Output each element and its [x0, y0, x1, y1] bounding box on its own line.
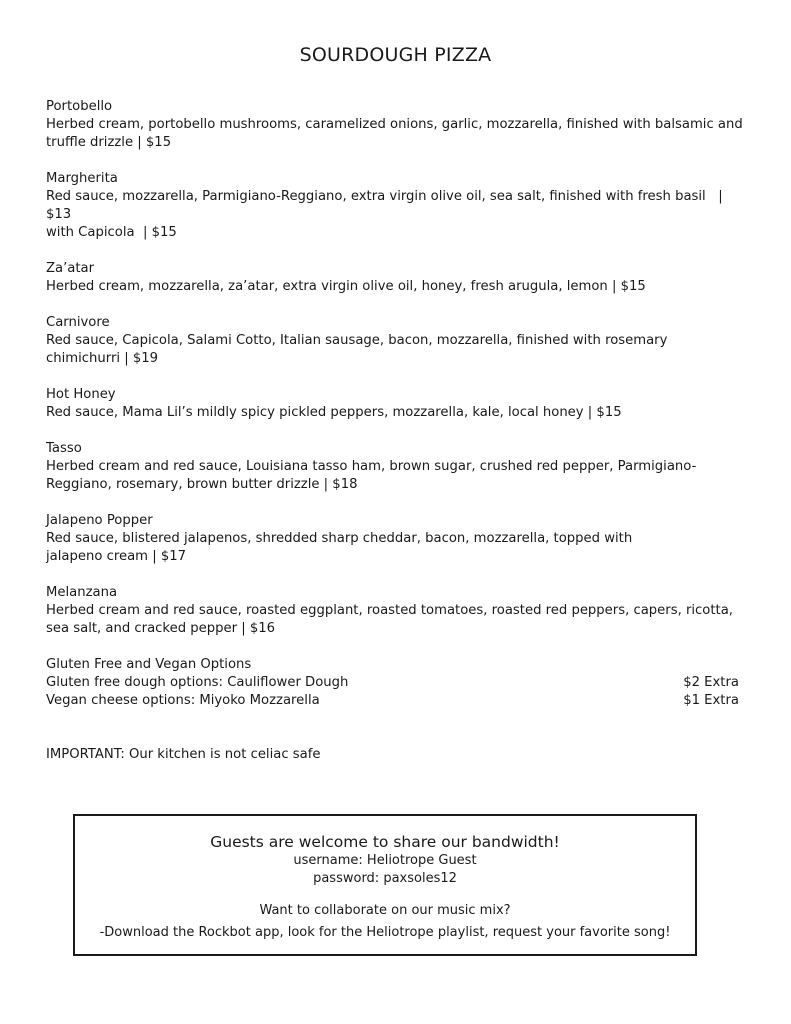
menu-item-addon: with Capicola | $15 [46, 225, 177, 240]
menu-item-name: Portobello [46, 99, 113, 114]
menu-item-name: Hot Honey [46, 387, 116, 402]
option-price: $2 Extra [683, 675, 739, 690]
wifi-heading: Guests are welcome to share our bandwidth! [210, 833, 560, 851]
menu-item-melanzana [46, 584, 746, 638]
menu-item-description: Red sauce, Capicola, Salami Cotto, Italian sausage, bacon, mozzarella, finished with rosemary chimichurri | $19 [46, 333, 668, 366]
menu-item-hot-honey [46, 386, 746, 422]
menu-item-name: Carnivore [46, 315, 110, 330]
menu-item-margherita [46, 170, 746, 242]
menu-item-name: Tasso [46, 441, 82, 456]
menu-item-name: Melanzana [46, 585, 118, 600]
music-instructions: -Download the Rockbot app, look for the Heliotrope playlist, request your favorite song! [99, 925, 671, 940]
spacer [75, 888, 695, 902]
menu-item-description: Red sauce, mozzarella, Parmigiano-Reggiano, extra virgin olive oil, sea salt, finished with fresh basil | $13 [46, 189, 727, 222]
menu-item-description: Herbed cream and red sauce, Louisiana tasso ham, brown sugar, crushed red pepper, Parmigiano-Reggiano, rosemary, brown butter drizzle | $18 [46, 459, 697, 492]
wifi-password: password: paxsoles12 [313, 871, 457, 886]
menu-item-name: Margherita [46, 171, 118, 186]
menu-item-name: Za’atar [46, 261, 95, 276]
wifi-info-box [73, 814, 697, 956]
dietary-options [46, 656, 746, 710]
option-label: Gluten free dough options: Cauliflower Dough [46, 675, 349, 690]
menu-list [46, 98, 746, 764]
menu-item-description: Red sauce, Mama Lil’s mildly spicy pickled peppers, mozzarella, kale, local honey | $15 [46, 405, 622, 420]
menu-item-name: Jalapeno Popper [46, 513, 153, 528]
menu-item-carnivore [46, 314, 746, 368]
celiac-warning: IMPORTANT: Our kitchen is not celiac safe [46, 747, 321, 762]
music-heading: Want to collaborate on our music mix? [259, 903, 511, 918]
option-price: $1 Extra [683, 693, 739, 708]
menu-item-description: Herbed cream, mozzarella, za’atar, extra virgin olive oil, honey, fresh arugula, lemon | $15 [46, 279, 646, 294]
menu-item-description: Herbed cream, portobello mushrooms, caramelized onions, garlic, mozzarella, finished with balsamic and truffle drizzle | $15 [46, 117, 747, 150]
wifi-username: username: Heliotrope Guest [293, 853, 477, 868]
options-heading: Gluten Free and Vegan Options [46, 657, 252, 672]
page-title: SOURDOUGH PIZZA [299, 44, 492, 66]
menu-item-description: Herbed cream and red sauce, roasted eggplant, roasted tomatoes, roasted red peppers, capers, ricotta, sea salt, and cracked pepper | $16 [46, 603, 738, 636]
menu-item-tasso [46, 440, 746, 494]
menu-item-zaatar [46, 260, 746, 296]
menu-item-description: Red sauce, blistered jalapenos, shredded sharp cheddar, bacon, mozzarella, topped with jalapeno cream | $17 [46, 531, 633, 564]
option-label: Vegan cheese options: Miyoko Mozzarella [46, 693, 320, 708]
option-row-vegan [46, 692, 739, 710]
option-row-gluten-free [46, 674, 739, 692]
menu-item-portobello [46, 98, 746, 152]
menu-item-jalapeno-popper [46, 512, 746, 566]
